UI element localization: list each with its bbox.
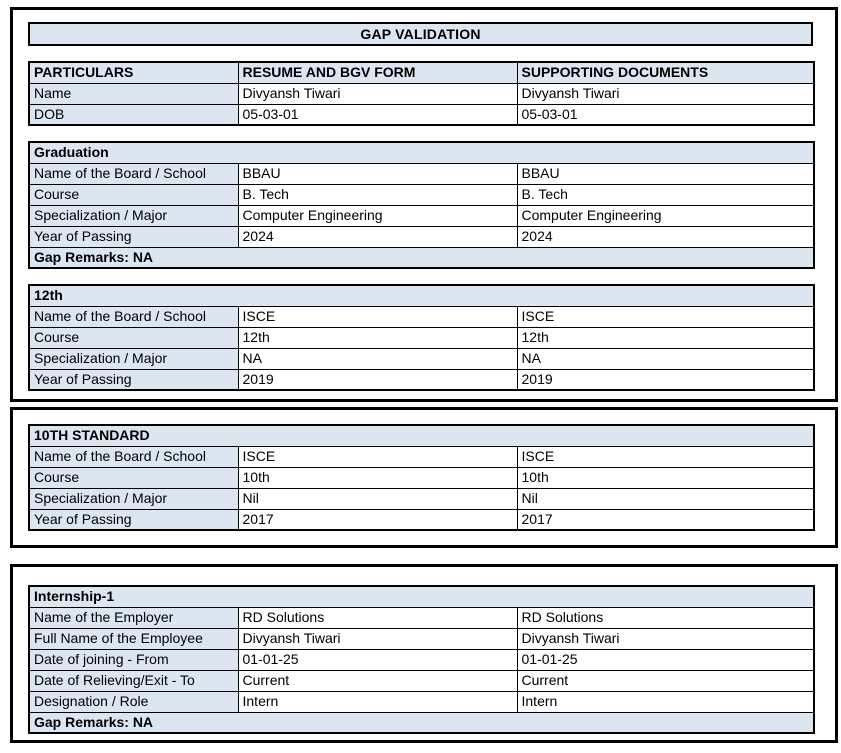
section-title: Internship-1 [29,586,814,607]
resume-bgv-value: Current [238,670,517,691]
row-label: Date of joining - From [29,649,238,670]
resume-bgv-value: NA [238,348,517,369]
table-row [29,446,814,467]
supporting-doc-value: Nil [517,488,814,509]
supporting-doc-value: 2019 [517,369,814,390]
supporting-doc-value: Computer Engineering [517,205,814,226]
section-title: 10TH STANDARD [29,425,814,446]
row-label: Name of the Employer [29,607,238,628]
section-title: Graduation [29,142,814,163]
table-row [29,306,814,327]
section-title-row [29,142,814,163]
table-row [29,205,814,226]
section-title: 12th [29,285,814,306]
row-label: Specialization / Major [29,205,238,226]
table-row [29,467,814,488]
row-label: Designation / Role [29,691,238,712]
resume-bgv-value: Nil [238,488,517,509]
resume-bgv-value: RD Solutions [238,607,517,628]
resume-bgv-value: Divyansh Tiwari [238,628,517,649]
supporting-doc-value: Current [517,670,814,691]
column-header-supporting-docs: SUPPORTING DOCUMENTS [517,62,814,83]
tenth-table [28,424,815,531]
internship-table [28,585,815,734]
internship-box [10,564,838,743]
row-label: DOB [29,104,238,125]
table-row [29,649,814,670]
row-label: Specialization / Major [29,348,238,369]
supporting-doc-value: ISCE [517,446,814,467]
row-label: Year of Passing [29,509,238,530]
row-label: Year of Passing [29,369,238,390]
supporting-doc-value: 01-01-25 [517,649,814,670]
resume-bgv-value: 2017 [238,509,517,530]
resume-bgv-value: ISCE [238,446,517,467]
supporting-doc-value: BBAU [517,163,814,184]
row-label: Year of Passing [29,226,238,247]
table-row [29,607,814,628]
gap-remarks: Gap Remarks: NA [29,712,814,733]
table-row [29,348,814,369]
row-label: Full Name of the Employee [29,628,238,649]
supporting-doc-value: RD Solutions [517,607,814,628]
table-row [29,184,814,205]
row-label: Course [29,184,238,205]
table-row [29,509,814,530]
resume-bgv-value: 2024 [238,226,517,247]
supporting-doc-value: 05-03-01 [517,104,814,125]
resume-bgv-value: 01-01-25 [238,649,517,670]
column-header-particulars: PARTICULARS [29,62,238,83]
resume-bgv-value: 10th [238,467,517,488]
resume-bgv-value: B. Tech [238,184,517,205]
twelfth-table [28,284,815,391]
row-label: Name of the Board / School [29,306,238,327]
supporting-doc-value: Divyansh Tiwari [517,83,814,104]
table-row [29,369,814,390]
table-header-row [29,62,814,83]
column-header-resume-bgv: RESUME AND BGV FORM [238,62,517,83]
table-row [29,83,814,104]
table-row [29,691,814,712]
section-title-row [29,586,814,607]
supporting-doc-value: B. Tech [517,184,814,205]
section-title-row [29,425,814,446]
supporting-doc-value: 2024 [517,226,814,247]
graduation-table [28,141,815,269]
section-title-row [29,285,814,306]
resume-bgv-value: Computer Engineering [238,205,517,226]
supporting-doc-value: 10th [517,467,814,488]
gap-remarks-row [29,712,814,733]
row-label: Course [29,467,238,488]
table-row [29,226,814,247]
row-label: Date of Relieving/Exit - To [29,670,238,691]
supporting-doc-value: 12th [517,327,814,348]
table-row [29,488,814,509]
table-row [29,628,814,649]
resume-bgv-value: BBAU [238,163,517,184]
supporting-doc-value: ISCE [517,306,814,327]
table-row [29,163,814,184]
gap-remarks: Gap Remarks: NA [29,247,814,268]
supporting-doc-value: Intern [517,691,814,712]
resume-bgv-value: 2019 [238,369,517,390]
row-label: Name of the Board / School [29,163,238,184]
table-row [29,327,814,348]
supporting-doc-value: Divyansh Tiwari [517,628,814,649]
resume-bgv-value: Divyansh Tiwari [238,83,517,104]
document-title-bar: GAP VALIDATION [28,22,813,46]
row-label: Course [29,327,238,348]
supporting-doc-value: NA [517,348,814,369]
resume-bgv-value: 12th [238,327,517,348]
table-row [29,104,814,125]
table-row [29,670,814,691]
resume-bgv-value: 05-03-01 [238,104,517,125]
row-label: Specialization / Major [29,488,238,509]
resume-bgv-value: Intern [238,691,517,712]
particulars-table [28,61,815,126]
row-label: Name of the Board / School [29,446,238,467]
tenth-standard-box [10,407,838,548]
supporting-doc-value: 2017 [517,509,814,530]
resume-bgv-value: ISCE [238,306,517,327]
education-section-box [10,7,838,402]
row-label: Name [29,83,238,104]
gap-remarks-row [29,247,814,268]
